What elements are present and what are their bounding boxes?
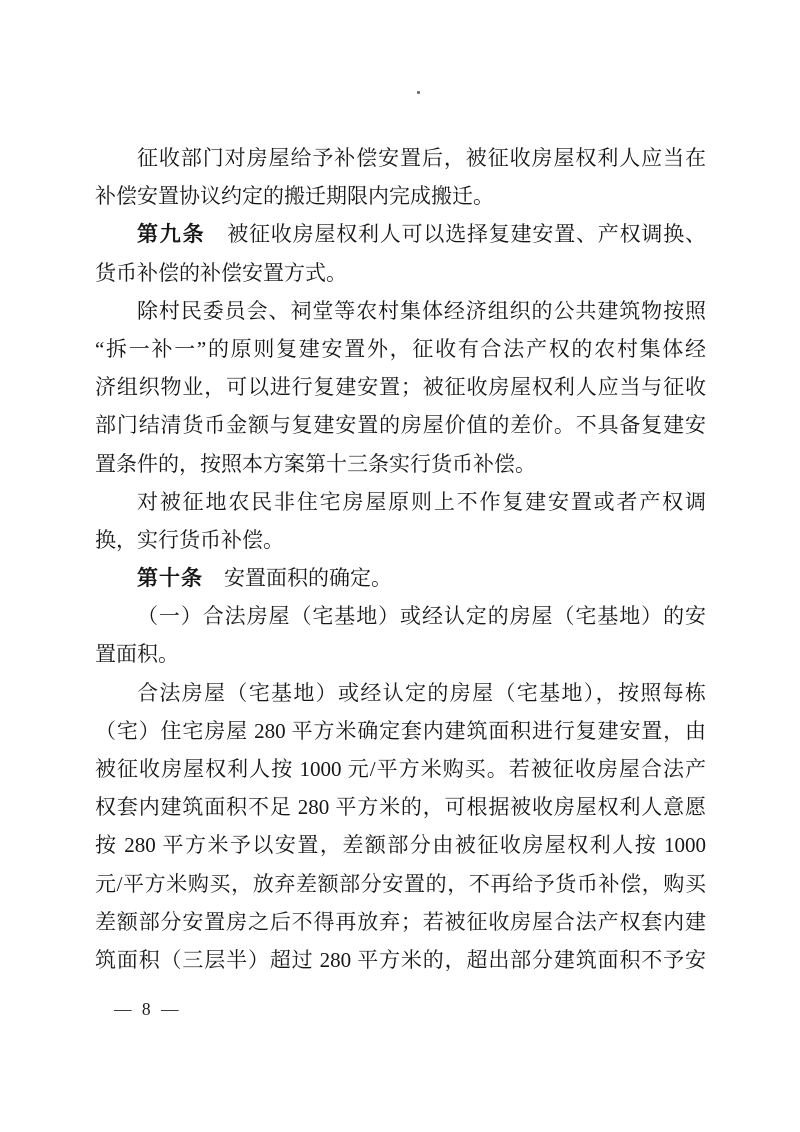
line-text: 被征收房屋权利人可以选择复建安置、产权调换、	[205, 222, 707, 247]
line-text: 除村民委员会、祠堂等农村集体经济组织的公共建筑物按照	[137, 298, 706, 323]
text-line	[95, 139, 706, 177]
text-line	[95, 635, 706, 673]
text-line	[95, 521, 706, 559]
text-line	[95, 483, 706, 521]
text-line	[95, 368, 706, 406]
line-text: 按 280 平方米予以安置，差额部分由被征收房屋权利人按 1000	[95, 833, 706, 858]
line-text: 权套内建筑面积不足 280 平方米的，可根据被收房屋权利人意愿	[95, 795, 706, 820]
line-text: 筑面积（三层半）超过 280 平方米的，超出部分建筑面积不予安	[95, 947, 706, 972]
text-line	[95, 597, 706, 635]
line-text: 被征收房屋权利人按 1000 元/平方米购买。若被征收房屋合法产	[95, 757, 706, 781]
text-line	[95, 750, 706, 788]
text-line	[95, 674, 706, 712]
line-text: 合法房屋（宅基地）或经认定的房屋（宅基地），按照每栋	[137, 680, 706, 705]
text-line	[95, 292, 706, 330]
text-line	[95, 215, 706, 253]
line-text: 差额部分安置房之后不得再放弃；若被征收房屋合法产权套内建	[95, 909, 706, 934]
article-number: 第十条	[137, 566, 203, 591]
line-text: 补偿安置协议约定的搬迁期限内完成搬迁。	[95, 184, 494, 209]
text-line	[95, 177, 706, 215]
page-number: — 8 —	[114, 999, 182, 1019]
line-text: 济组织物业，可以进行复建安置；被征收房屋权利人应当与征收	[95, 375, 706, 400]
line-text: 对被征地农民非住宅房屋原则上不作复建安置或者产权调	[137, 489, 706, 514]
line-text: 安置面积的确定。	[203, 566, 392, 591]
line-text: 征收部门对房屋给予补偿安置后，被征收房屋权利人应当在	[137, 146, 706, 170]
text-line	[95, 826, 706, 864]
text-line	[95, 559, 706, 597]
line-text: 部门结清货币金额与复建安置的房屋价值的差价。不具备复建安	[95, 413, 706, 438]
line-text: 元/平方米购买，放弃差额部分安置的，不再给予货币补偿，购买	[95, 871, 706, 896]
text-line	[95, 330, 706, 368]
line-text: （一）合法房屋（宅基地）或经认定的房屋（宅基地）的安	[137, 604, 706, 629]
line-text: “拆一补一”的原则复建安置外，征收有合法产权的农村集体经	[95, 336, 706, 361]
text-line	[95, 445, 706, 483]
text-line	[95, 712, 706, 750]
text-line	[95, 254, 706, 292]
document-text-block	[95, 139, 706, 979]
text-line	[95, 865, 706, 903]
line-text: 置条件的，按照本方案第十三条实行货币补偿。	[95, 451, 536, 476]
scan-artifact-dot	[417, 91, 420, 94]
article-number: 第九条	[137, 222, 206, 247]
line-text: 置面积。	[95, 642, 179, 667]
line-text: 换，实行货币补偿。	[95, 527, 284, 552]
text-line	[95, 406, 706, 444]
text-line	[95, 941, 706, 979]
line-text: 货币补偿的补偿安置方式。	[95, 260, 347, 285]
text-line	[95, 903, 706, 941]
text-line	[95, 788, 706, 826]
line-text: （宅）住宅房屋 280 平方米确定套内建筑面积进行复建安置，由	[95, 718, 706, 743]
